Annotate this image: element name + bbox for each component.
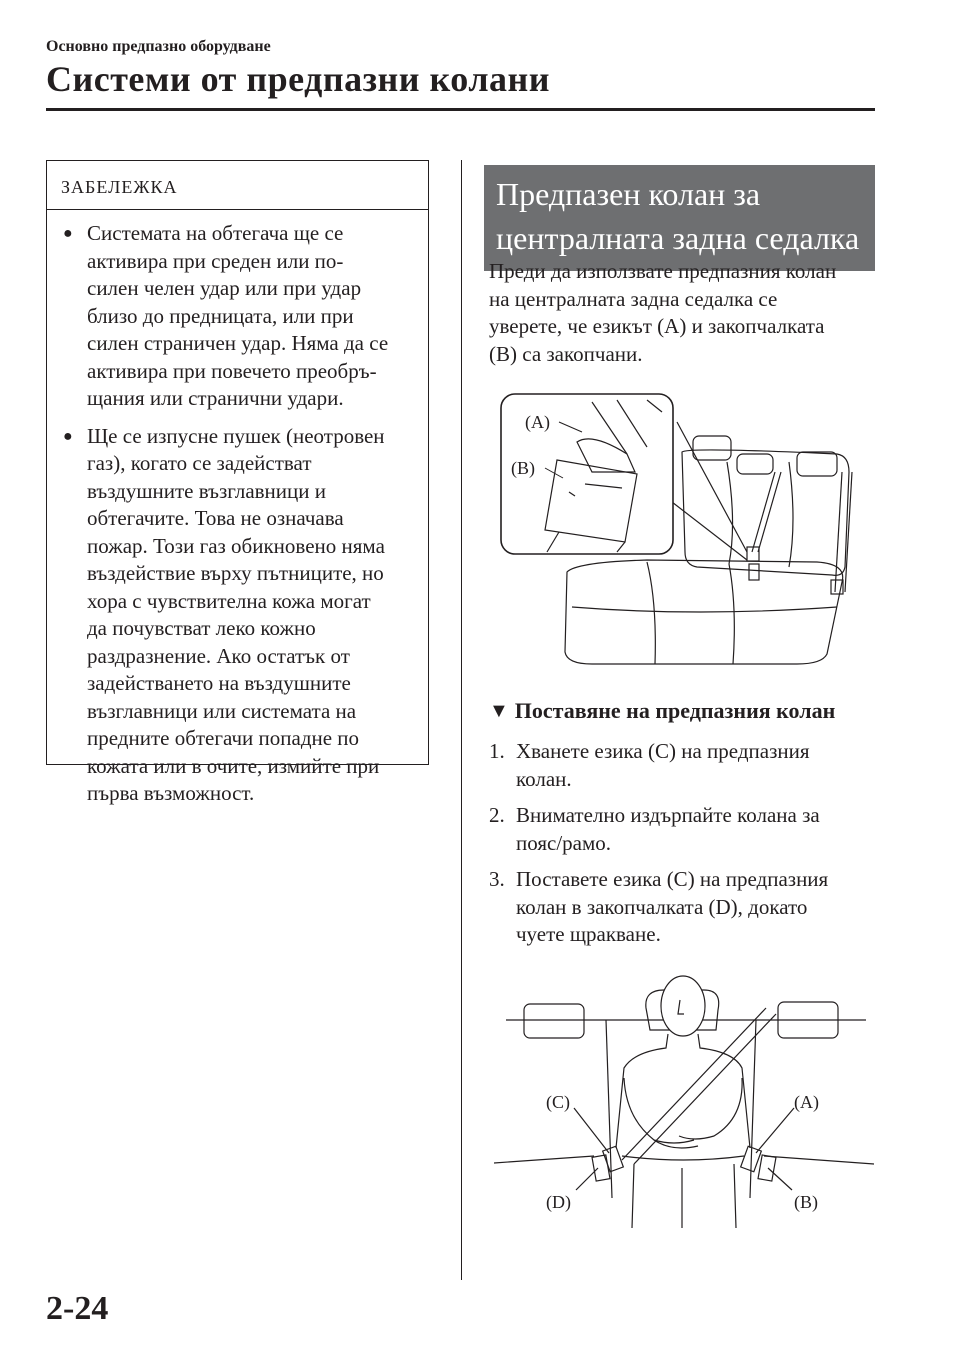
step-line: Поставете езика (C) на предпазния (516, 867, 829, 891)
note-line: въздействие върху пътниците, но (87, 561, 384, 585)
note-line: газ), когато се задействат (87, 451, 312, 475)
label-d: (D) (546, 1192, 571, 1212)
note-line: близо до предницата, или при (87, 303, 354, 328)
note-line: силен страничен удар. Няма да се (87, 331, 389, 355)
step-line: пояс/рамо. (516, 830, 612, 855)
section-banner (484, 165, 875, 271)
intro-line: на централната задна седалка се (489, 286, 778, 311)
step-number: 3. (489, 867, 505, 891)
note-line: силен челен удар или при удар (87, 276, 362, 300)
note-line: активира при среден или по- (87, 248, 344, 273)
note-item (63, 220, 414, 413)
step-number: 2. (489, 803, 505, 827)
intro-line: уверете, че езикът (A) и закопчалката (489, 314, 825, 339)
step-text (516, 802, 869, 857)
note-line: първа възможност. (87, 781, 255, 805)
label-c: (C) (546, 1092, 570, 1112)
triangle-marker-icon: ▼ (489, 699, 509, 722)
note-line: обтегачите. Това не означава (87, 506, 344, 530)
intro-line: Преди да използвате предпазния колан (489, 259, 837, 283)
section-label: Основно предпазно оборудване (46, 38, 271, 55)
intro-paragraph (489, 258, 879, 369)
page-title: Системи от предпазни колани (46, 59, 550, 99)
label-a-fig2: (A) (794, 1092, 819, 1112)
step-number: 1. (489, 739, 505, 763)
note-item-text (87, 220, 414, 413)
note-item (63, 423, 414, 808)
rear-seat-belt-illustration (497, 392, 867, 672)
fastening-heading-text: Поставяне на предпазния колан (514, 698, 836, 723)
label-a: (A) (525, 412, 550, 432)
step-line: колан. (516, 766, 572, 791)
note-line: предните обтегачи попадне по (87, 726, 360, 750)
note-line: възглавници или системата на (87, 698, 357, 723)
section-title-line1: Предпазен колан за (496, 176, 761, 212)
note-line: активира при повечето преобръ- (87, 358, 377, 383)
page-number: 2-24 (46, 1290, 109, 1327)
note-line: кожата или в очите, измийте при (87, 753, 380, 778)
step-item (489, 802, 869, 857)
passenger-fastening-illustration (494, 968, 874, 1228)
bullet-icon: ● (63, 225, 73, 242)
step-item (489, 866, 869, 949)
note-line: въздушните възглавници и (87, 478, 326, 503)
step-line: колан в закопчалката (D), докато (516, 894, 808, 919)
fastening-heading (489, 698, 835, 724)
step-text (516, 866, 869, 949)
note-list (47, 210, 428, 808)
note-line: Системата на обтегача ще се (87, 221, 344, 245)
step-text (516, 738, 869, 793)
bullet-icon: ● (63, 427, 73, 445)
note-line: да почувстват леко кожно (87, 616, 316, 640)
note-line: Ще се изпусне пушек (неотровен (87, 423, 385, 448)
step-line: Внимателно издърпайте колана за (516, 803, 820, 827)
column-divider (461, 160, 462, 1280)
note-line: раздразнение. Ако остатък от (87, 643, 350, 668)
step-line: Хванете езика (C) на предпазния (516, 739, 810, 763)
note-line: задействането на въздушните (87, 671, 351, 695)
intro-line: (B) са закопчани. (489, 342, 643, 367)
note-heading: ЗАБЕЛЕЖКА (47, 161, 428, 210)
note-box (46, 160, 429, 805)
title-rule (46, 108, 875, 111)
label-b-fig2: (B) (794, 1192, 818, 1212)
step-line: чуете щракване. (516, 922, 661, 946)
note-line: щания или странични удари. (87, 386, 344, 410)
note-line: хора с чувствителна кожа могат (87, 588, 371, 613)
label-b: (B) (511, 458, 535, 478)
step-item (489, 738, 869, 793)
note-line: пожар. Този газ обикновено няма (87, 533, 385, 558)
note-item-text (87, 423, 414, 808)
section-title-line2: централната задна седалка (496, 220, 860, 256)
